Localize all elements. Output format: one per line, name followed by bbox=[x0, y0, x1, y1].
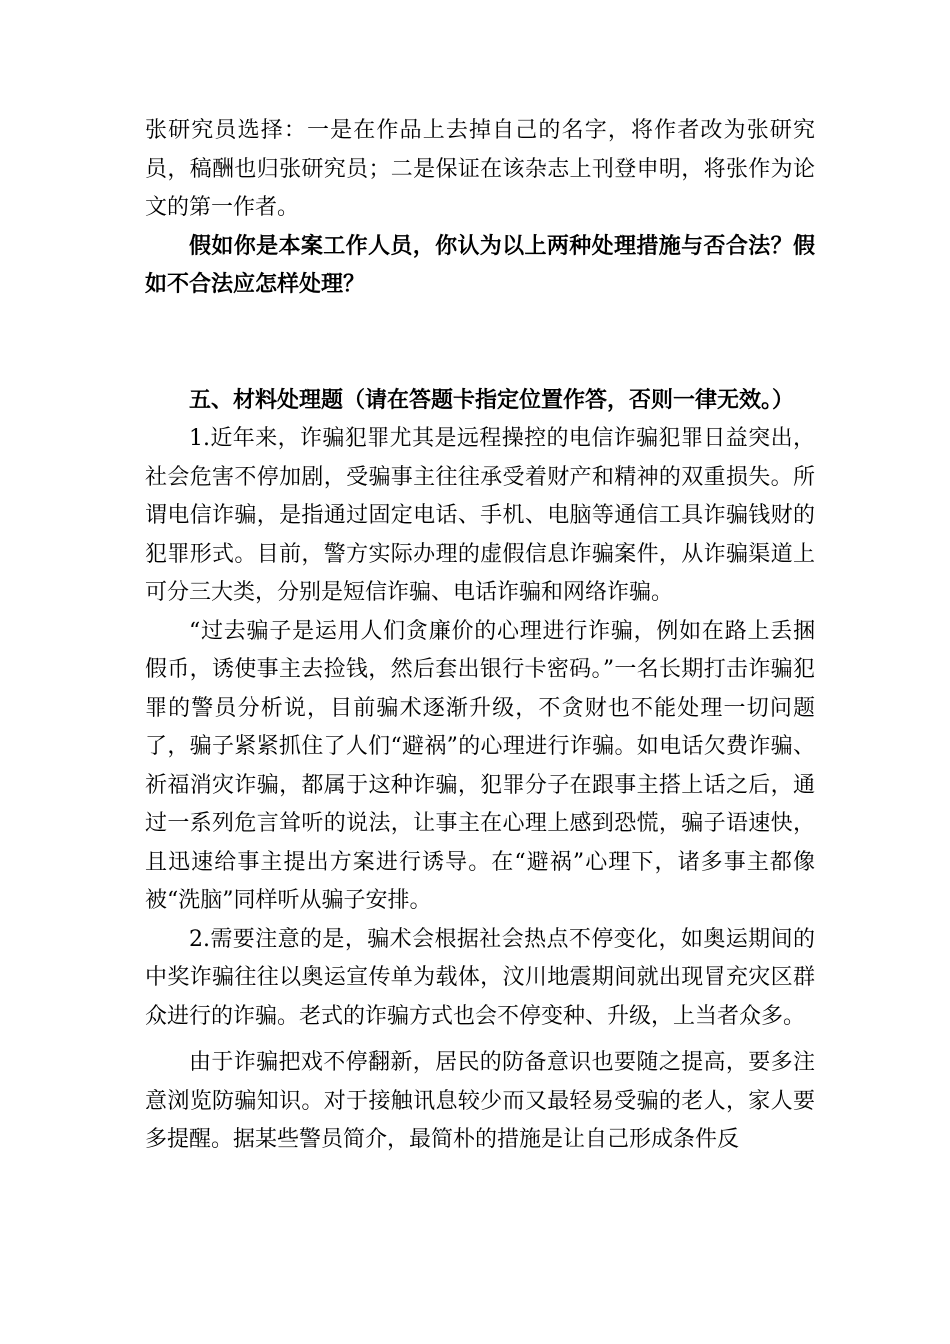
material-paragraph-4: 由于诈骗把戏不停翻新，居民的防备意识也要随之提高，要多注意浏览防骗知识。对于接触讯息较少而又最轻易受骗的老人，家人要多提醒。据某些警员简介，最简朴的措施是让自己形成条件反 bbox=[145, 1050, 815, 1152]
paragraph-case-options: 张研究员选择：一是在作品上去掉自己的名字，将作者改为张研究员，稿酬也归张研究员；二是保证在该杂志上刊登申明，将张作为论文的第一作者。 bbox=[145, 118, 815, 220]
material-paragraph-2: “过去骗子是运用人们贪廉价的心理进行诈骗，例如在路上丢捆假币，诱使事主去捡钱，然后套出银行卡密码。”一名长期打击诈骗犯罪的警员分析说，目前骗术逐渐升级，不贪财也不能处理一切问题了，骗子紧紧抓住了人们“避祸”的心理进行诈骗。如电话欠费诈骗、祈福消灾诈骗，都属于这种诈骗，犯罪分子在跟事主搭上话之后，通过一系列危言耸听的说法，让事主在心理上感到恐慌，骗子语速快，且迅速给事主提出方案进行诱导。在“避祸”心理下，诸多事主都像被“洗脑”同样听从骗子安排。 bbox=[145, 618, 815, 913]
material-paragraph-1: 1.近年来，诈骗犯罪尤其是远程操控的电信诈骗犯罪日益突出，社会危害不停加剧，受骗事主往往承受着财产和精神的双重损失。所谓电信诈骗，是指通过固定电话、手机、电脑等通信工具诈骗钱财的犯罪形式。目前，警方实际办理的虚假信息诈骗案件，从诈骗渠道上可分三大类，分别是短信诈骗、电话诈骗和网络诈骗。 bbox=[145, 426, 815, 605]
material-paragraph-3: 2.需要注意的是，骗术会根据社会热点不停变化，如奥运期间的中奖诈骗往往以奥运宣传单为载体，汶川地震期间就出现冒充灾区群众进行的诈骗。老式的诈骗方式也会不停变种、升级，上当者众多。 bbox=[145, 926, 815, 1029]
document-body bbox=[145, 112, 815, 1160]
question-prompt: 假如你是本案工作人员，你认为以上两种处理措施与否合法？假如不合法应怎样处理？ bbox=[145, 233, 815, 297]
section-heading: 五、材料处理题（请在答题卡指定位置作答，否则一律无效。） bbox=[189, 387, 795, 413]
